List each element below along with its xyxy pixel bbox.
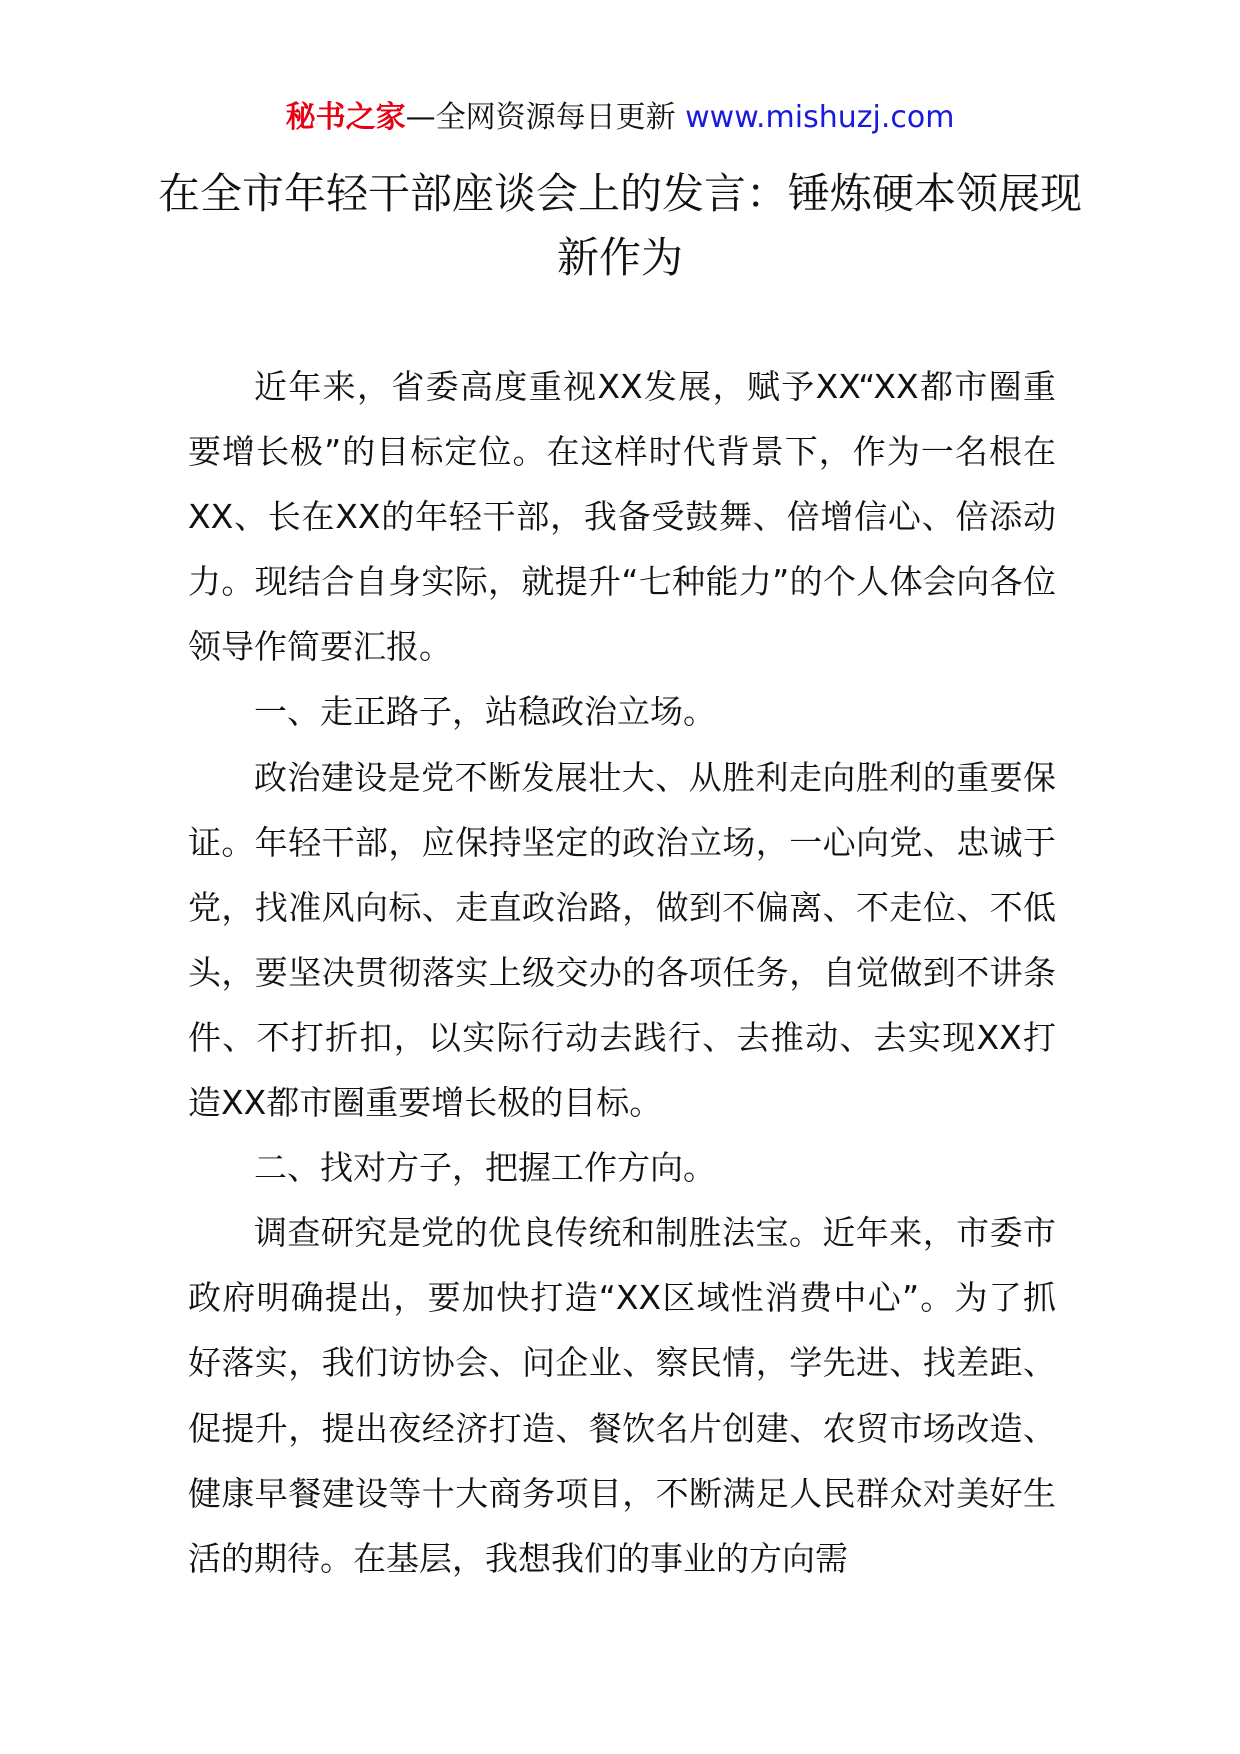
document-body <box>188 354 1056 1591</box>
document-title: 在全市年轻干部座谈会上的发言：锤炼硬本领展现新作为 <box>157 169 1082 282</box>
section-heading-2: 二、找对方子，把握工作方向。 <box>254 1148 716 1188</box>
site-url-link[interactable]: www.mishuzj.com <box>685 100 955 135</box>
site-header <box>0 98 1240 138</box>
section-heading-1: 一、走正路子，站稳政治立场。 <box>254 692 716 732</box>
paragraph-section-2: 调查研究是党的优良传统和制胜法宝。近年来，市委市政府明确提出，要加快打造“XX区域性消费中心”。为了抓好落实，我们访协会、问企业、察民情，学先进、找差距、促提升，提出夜经济打造、餐饮名片创建、农贸市场改造、健康早餐建设等十大商务项目，不断满足人民群众对美好生活的期待。在基层，我想我们的事业的方向需 <box>188 1213 1056 1578</box>
paragraph-section-1: 政治建设是党不断发展壮大、从胜利走向胜利的重要保证。年轻干部，应保持坚定的政治立场，一心向党、忠诚于党，找准风向标、走直政治路，做到不偏离、不走位、不低头，要坚决贯彻落实上级交办的各项任务，自觉做到不讲条件、不打折扣，以实际行动去践行、去推动、去实现XX打造XX都市圈重要增长极的目标。 <box>188 757 1056 1123</box>
site-tagline: —全网资源每日更新 <box>405 100 686 135</box>
paragraph-intro: 近年来，省委高度重视XX发展，赋予XX“XX都市圈重要增长极”的目标定位。在这样时代背景下，作为一名根在XX、长在XX的年轻干部，我备受鼓舞、倍增信心、倍添动力。现结合自身实际，就提升“七种能力”的个人体会向各位领导作简要汇报。 <box>188 367 1056 667</box>
site-brand: 秘书之家 <box>285 100 406 135</box>
